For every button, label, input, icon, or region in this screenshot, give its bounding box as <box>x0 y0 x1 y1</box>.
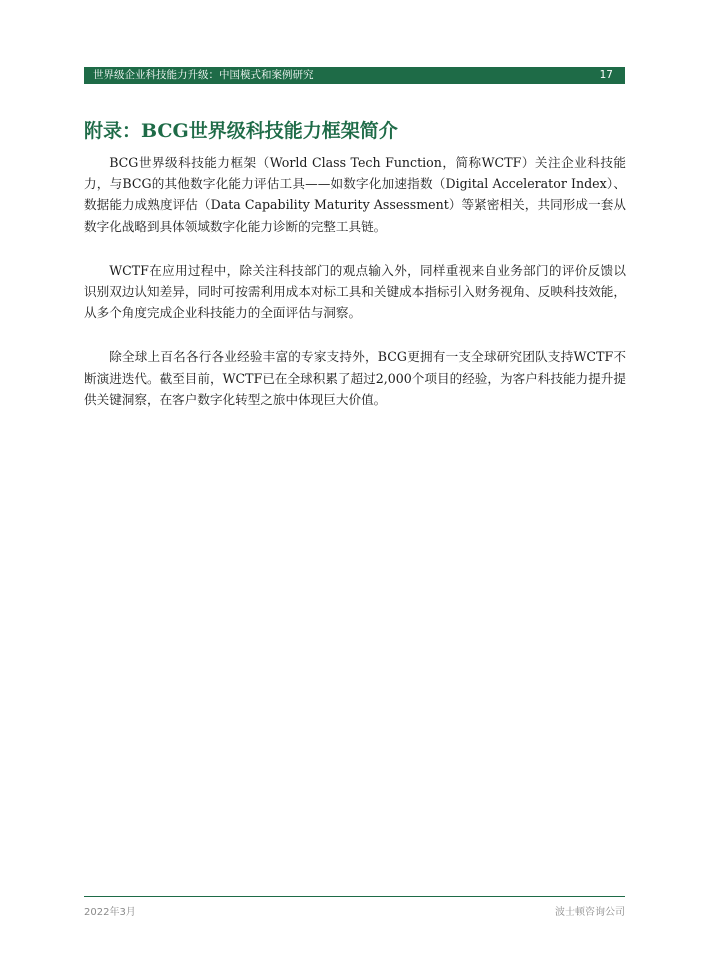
page-number: 17 <box>599 69 613 81</box>
running-header-title: 世界级企业科技能力升级：中国模式和案例研究 <box>93 69 314 81</box>
body-text <box>84 152 626 433</box>
footer-divider <box>84 896 625 897</box>
paragraph: 除全球上百名各行各业经验丰富的专家支持外，BCG更拥有一支全球研究团队支持WCTF不断演进迭代。截至目前，WCTF已在全球积累了超过2,000个项目的经验，为客户科技能力提升提供关键洞察，在客户数字化转型之旅中体现巨大价值。 <box>84 349 626 407</box>
section-title: 附录：BCG世界级科技能力框架简介 <box>84 120 398 142</box>
paragraph: BCG世界级科技能力框架（World Class Tech Function，简称WCTF）关注企业科技能力，与BCG的其他数字化能力评估工具——如数字化加速指数（Digital Accelerator Index）、数据能力成熟度评估（Data Capability Maturity Assessment）等紧密相关，共同形成一套从数字化战略到具体领域数字化能力诊断的完整工具链。 <box>84 155 626 234</box>
footer-company: 波士顿咨询公司 <box>555 907 625 918</box>
footer-date: 2022年3月 <box>84 907 136 918</box>
paragraph: WCTF在应用过程中，除关注科技部门的观点输入外，同样重视来自业务部门的评价反馈以识别双边认知差异，同时可按需利用成本对标工具和关键成本指标引入财务视角、反映科技效能，从多个角度完成企业科技能力的全面评估与洞察。 <box>84 262 626 321</box>
running-header <box>84 67 625 84</box>
